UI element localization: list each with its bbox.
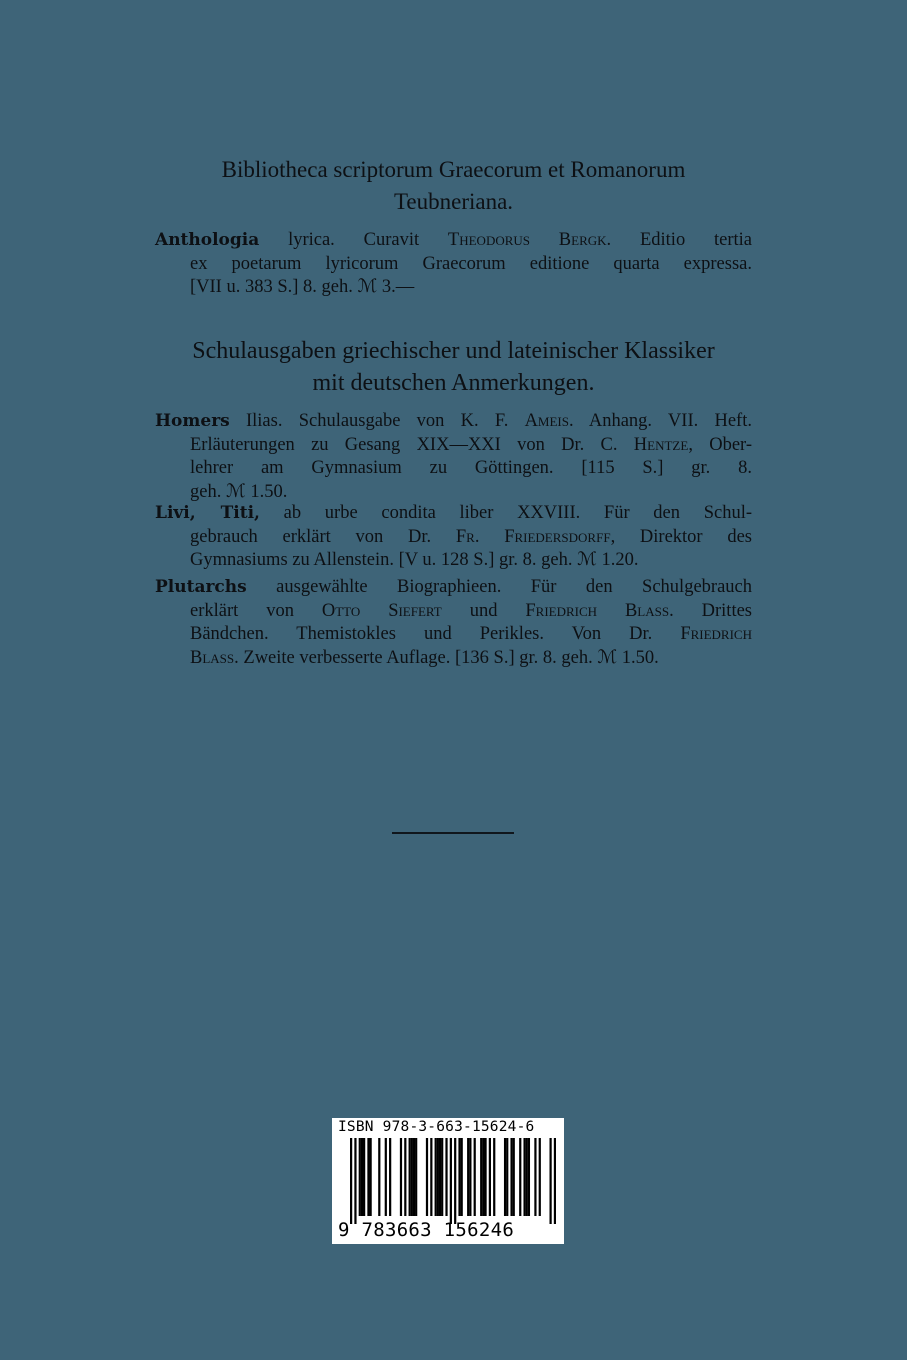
barcode-bar xyxy=(389,1138,391,1216)
barcode-bar xyxy=(523,1138,525,1216)
barcode-bar xyxy=(519,1138,521,1216)
school-editions-heading xyxy=(150,335,757,399)
entry-text: Bändchen. Themistokles und Perikles. Von Dr. xyxy=(190,624,681,644)
school-editions-heading-line1: Schulausgaben griechischer und lateinischer Klassiker xyxy=(192,338,715,364)
barcode-bars xyxy=(350,1138,556,1224)
author-name: Hentze xyxy=(633,434,689,455)
entry-line: geh. ℳ 1.50. xyxy=(190,481,288,502)
author-name: Friedrich Blass. xyxy=(525,600,674,621)
entry-text: Anhang. VII. Heft. xyxy=(573,411,752,431)
barcode-bar xyxy=(361,1138,363,1216)
catalog-entry-livi xyxy=(155,502,752,573)
entry-text: Editio tertia xyxy=(611,230,753,250)
author-name: Otto Siefert xyxy=(321,600,442,621)
barcode-bar xyxy=(363,1138,365,1216)
barcode-bar xyxy=(489,1138,491,1216)
barcode-bar xyxy=(493,1138,495,1216)
entry-text: Drittes xyxy=(673,600,752,621)
barcode-bar xyxy=(467,1138,469,1216)
entry-text: lyrica. Curavit xyxy=(259,230,448,250)
barcode-bar xyxy=(461,1138,463,1216)
entry-text: gebrauch erklärt von Dr. xyxy=(190,526,456,547)
entry-line: [VII u. 383 S.] 8. geh. ℳ 3.— xyxy=(190,277,415,297)
barcode-bar xyxy=(430,1138,432,1216)
catalog-entry-homers xyxy=(155,410,752,504)
barcode-bar xyxy=(426,1138,428,1216)
entry-line xyxy=(155,623,752,647)
entry-line xyxy=(155,576,752,600)
entry-key: Plutarchs xyxy=(155,577,247,597)
barcode-bar xyxy=(370,1138,372,1216)
section-divider xyxy=(392,832,514,834)
school-editions-heading-line2: mit deutschen Anmerkungen. xyxy=(312,370,595,396)
barcode-bar xyxy=(549,1138,551,1224)
author-name: Theodorus Bergk. xyxy=(447,230,612,250)
entry-line xyxy=(155,647,752,671)
barcode-bar xyxy=(354,1138,356,1224)
entry-text: erklärt von xyxy=(190,600,322,621)
entry-key: Anthologia xyxy=(155,230,260,250)
author-name: Ameis. xyxy=(524,411,574,431)
barcode-bar xyxy=(359,1138,361,1216)
barcode-bar xyxy=(413,1138,415,1216)
barcode-bar xyxy=(513,1138,515,1216)
author-name: Friedrich xyxy=(680,624,752,644)
barcode-bar xyxy=(480,1138,482,1216)
barcode-bar xyxy=(484,1138,486,1216)
catalog-entry-anthologia xyxy=(155,229,752,300)
entry-text: , Ober- xyxy=(688,434,752,455)
barcode-bar xyxy=(400,1138,402,1216)
isbn-label: ISBN 978-3-663-15624-6 xyxy=(338,1119,535,1135)
barcode-bar xyxy=(534,1138,536,1216)
barcode-bar xyxy=(411,1138,413,1216)
catalog-entry-plutarchs xyxy=(155,576,752,670)
entry-line xyxy=(155,410,752,434)
ean-number: 9 783663 156246 xyxy=(338,1219,515,1241)
entry-text: und xyxy=(441,600,526,621)
entry-line: Gymnasiums zu Allenstein. [V u. 128 S.] gr. 8. geh. ℳ 1.20. xyxy=(190,550,639,570)
barcode-bar xyxy=(504,1138,506,1216)
barcode-bar xyxy=(437,1138,439,1216)
entry-line xyxy=(155,502,752,526)
author-name: Blass. xyxy=(190,647,239,668)
barcode-bar xyxy=(554,1138,556,1224)
entry-text: Zweite verbesserte Auflage. [136 S.] gr. 8. geh. ℳ 1.50. xyxy=(238,647,659,668)
barcode-bar xyxy=(469,1138,471,1216)
barcode-bar xyxy=(441,1138,443,1216)
entry-line: ex poetarum lyricorum Graecorum editione quarta expressa. xyxy=(190,253,752,274)
entry-text: Ilias. Schulausgabe von K. F. xyxy=(229,411,525,431)
barcode-bar xyxy=(409,1138,411,1216)
barcode-bar xyxy=(454,1138,456,1224)
barcode-bar xyxy=(450,1138,452,1224)
entry-text: ausgewählte Biographieen. Für den Schulgebrauch xyxy=(246,577,752,597)
barcode-bar xyxy=(367,1138,369,1216)
entry-line: lehrer am Gymnasium zu Göttingen. [115 S.] gr. 8. xyxy=(190,458,752,478)
series-heading-line1: Bibliotheca scriptorum Graecorum et Romanorum xyxy=(221,157,686,182)
barcode-bar xyxy=(510,1138,512,1216)
barcode-bar xyxy=(482,1138,484,1216)
entry-key: Homers xyxy=(155,411,230,431)
barcode-bar xyxy=(526,1138,528,1216)
barcode-bar xyxy=(378,1138,380,1216)
entry-text: ab urbe condita liber XXVIII. Für den Schul- xyxy=(259,503,753,523)
author-name: Fr. Friedersdorff xyxy=(455,526,611,547)
entry-line xyxy=(155,434,752,458)
entry-line xyxy=(155,600,752,624)
barcode-bar xyxy=(474,1138,476,1216)
barcode-bar xyxy=(506,1138,508,1216)
barcode-bar xyxy=(539,1138,541,1216)
entry-text: Erläuterungen zu Gesang XIX—XXI von Dr. C. xyxy=(190,434,634,455)
isbn-barcode xyxy=(332,1118,564,1244)
barcode-bar xyxy=(435,1138,437,1216)
barcode-bar xyxy=(350,1138,352,1224)
series-heading-line2: Teubneriana. xyxy=(393,189,514,214)
barcode-bar xyxy=(445,1138,447,1216)
entry-line xyxy=(155,526,752,550)
barcode-bar xyxy=(439,1138,441,1216)
barcode-bar xyxy=(385,1138,387,1216)
barcode-bar xyxy=(404,1138,406,1216)
entry-line xyxy=(155,229,752,253)
entry-text: , Direktor des xyxy=(610,526,752,547)
entry-key: Livi, Titi, xyxy=(155,503,260,523)
barcode-bar xyxy=(415,1138,417,1216)
series-heading xyxy=(150,154,757,218)
barcode-bar xyxy=(458,1138,460,1216)
barcode-bar xyxy=(528,1138,530,1216)
